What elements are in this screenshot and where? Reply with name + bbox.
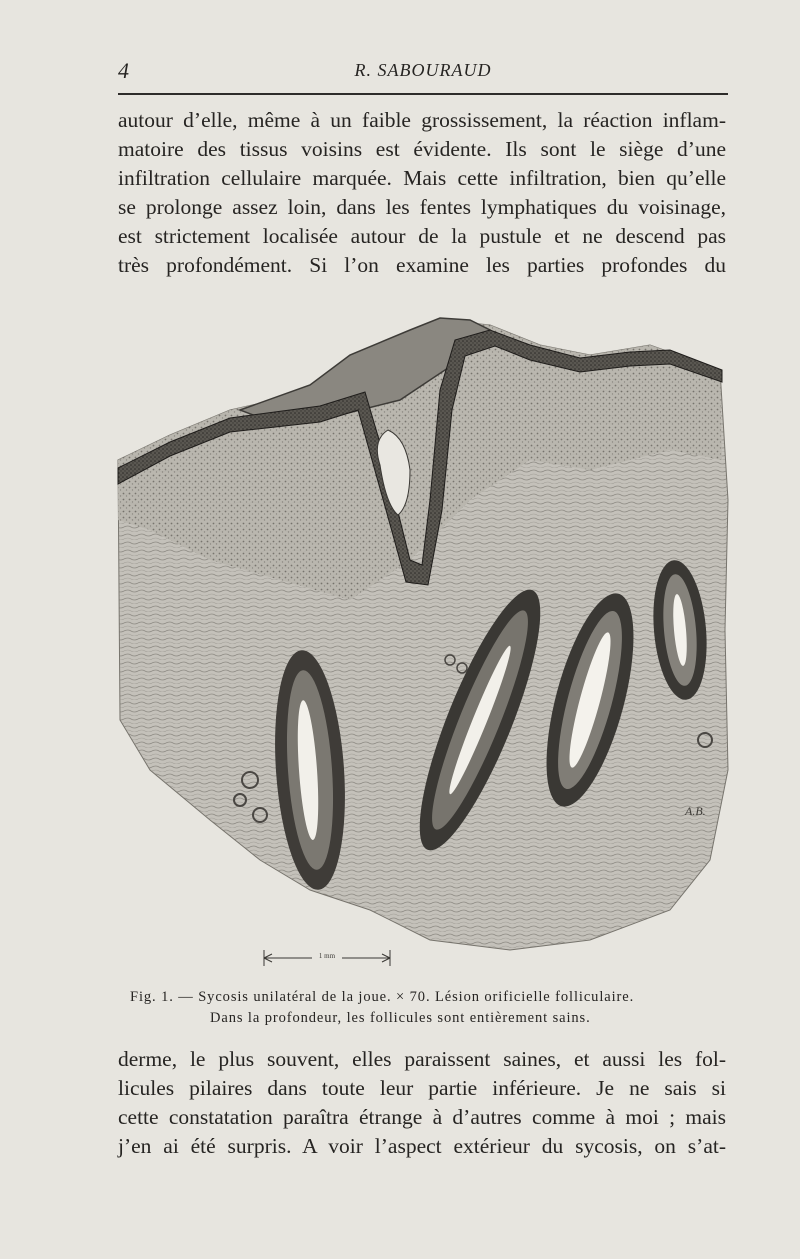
text-line: très profondément. Si l’on examine les parties profondes du: [118, 253, 726, 277]
text-line: j’en ai été surpris. A voir l’aspect extérieur du sycosis, on s’at-: [118, 1134, 726, 1158]
text-line: licules pilaires dans toute leur partie inférieure. Je ne sais si: [118, 1076, 726, 1100]
scale-bar: [262, 946, 392, 976]
text-line: derme, le plus souvent, elles paraissent saines, et aussi les fol-: [118, 1047, 726, 1071]
paragraph-bottom: [118, 1045, 726, 1161]
histology-figure: [110, 300, 740, 980]
text-line: cette constatation paraîtra étrange à d’autres comme à moi ; mais: [118, 1105, 726, 1129]
text-line: est strictement localisée autour de la pustule et ne descend pas: [118, 224, 726, 248]
caption-line: Fig. 1. — Sycosis unilatéral de la joue. × 70. Lésion orificielle folliculaire.: [130, 989, 635, 1005]
text-line: matoire des tissus voisins est évidente. Ils sont le siège d’une: [118, 137, 726, 161]
header-rule: [118, 93, 728, 95]
text-line: autour d’elle, même à un faible grossissement, la réaction inflam-: [118, 108, 726, 132]
caption-line: Dans la profondeur, les follicules sont entièrement sains.: [210, 1010, 591, 1026]
artist-signature: A.B.: [685, 804, 706, 818]
paragraph-top: [118, 106, 726, 280]
page-number: 4: [118, 58, 129, 83]
figure-caption: [118, 987, 726, 1029]
text-line: infiltration cellulaire marquée. Mais cette infiltration, bien qu’elle: [118, 166, 726, 190]
text-line: se prolonge assez loin, dans les fentes lymphatiques du voisinage,: [118, 195, 726, 219]
running-head: R. SABOURAUD: [354, 60, 492, 80]
scale-label: 1 mm: [318, 952, 336, 960]
page-header: [118, 58, 728, 88]
